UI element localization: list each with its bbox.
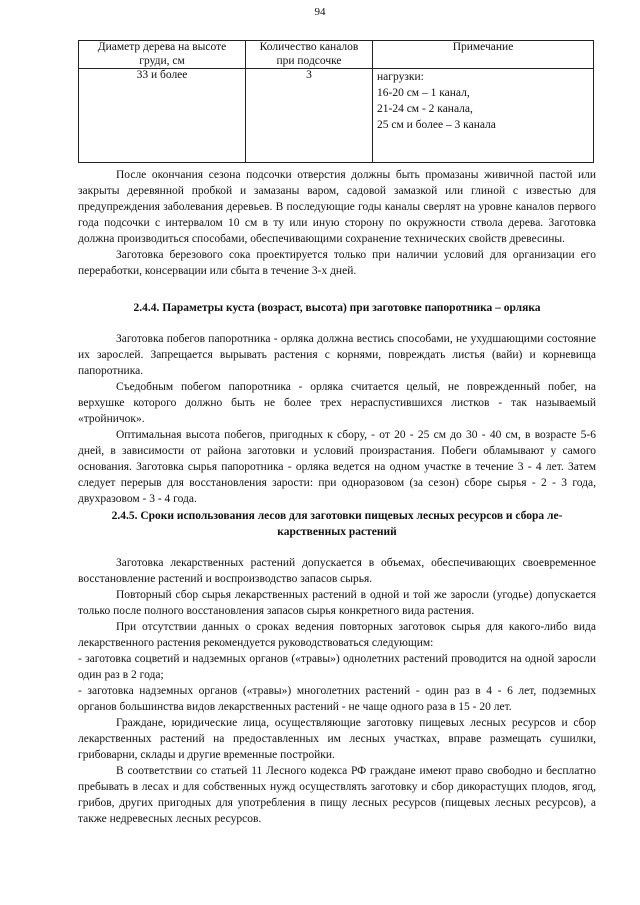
section3-body — [78, 555, 596, 827]
heading-2-4-4: 2.4.4. Параметры куста (возраст, высота) при заготовке папоротника – орляка — [133, 302, 541, 314]
heading-line: 2.4.5. Сроки использования лесов для заготовки пищевых лесных ресурсов и сбора ле- — [111, 510, 563, 522]
header-note: Примечание — [373, 41, 594, 69]
note-line: 25 см и более – 3 канала — [377, 119, 496, 131]
paragraph: Съедобным побегом папоротника - орляка считается целый, не поврежденный побег, на верхушке которого должно быть не более трех нераспустившихся листков - так называемый «тройничок». — [78, 381, 596, 425]
cell-diameter: 33 и более — [79, 69, 246, 163]
paragraph: Граждане, юридические лица, осуществляющие заготовку пищевых лесных ресурсов и сбор лекарственных растений на предоставленных им лесных участках, вправе размещать сушилки, грибоварни, склады и другие временные постройки. — [78, 717, 596, 761]
note-line: нагрузки: — [377, 71, 424, 83]
paragraph: Заготовка лекарственных растений допускается в объемах, обеспечивающих своевременное восстановление растений и воспроизводство запасов сырья. — [78, 557, 596, 585]
table-row — [79, 69, 594, 163]
paragraph: Заготовка березового сока проектируется только при наличии условий для организации его переработки, консервации или сбыта в течение 3-х дней. — [78, 249, 596, 277]
heading-line: карственных растений — [277, 526, 397, 538]
section2-body — [78, 331, 596, 507]
paragraph: При отсутствии данных о сроках ведения повторных заготовок сырья для какого-либо вида лекарственного растения рекомендуется руководствоваться следующим: — [78, 621, 596, 649]
paragraph: Заготовка побегов папоротника - орляка должна вестись способами, не ухудшающими состояние их зарослей. Запрещается вырывать растения с корнями, повреждать листья (вайи) и корневища папоротника. — [78, 333, 596, 377]
paragraph: В соответствии со статьей 11 Лесного кодекса РФ граждане имеют право свободно и бесплатно пребывать в лесах и для собственных нужд осуществлять заготовку и сбор дикорастущих плодов, ягод, грибов, других пригодных для употребления в пищу лесных ресурсов (пищевых лесных ресурсов), а также недревесных лесных ресурсов. — [78, 765, 596, 825]
paragraph: Оптимальная высота побегов, пригодных к сбору, - от 20 - 25 см до 30 - 40 см, в возрасте 5-6 дней, в зависимости от района заготовки и условий произрастания. Побеги обламывают у самого основания. Заготовка сырья папоротника - орляка ведется на одном участке в течение 3 - 4 лет. Затем следует перерыв для восстановления зарости: при одноразовом (за сезон) сборе сырья - 2 - 3 года, двухразовом - 3 - 4 года. — [78, 429, 596, 505]
cell-note — [373, 69, 594, 163]
paragraph: После окончания сезона подсочки отверстия должны быть промазаны живичной пастой или закрыты деревянной пробкой и замазаны варом, садовой замазкой или глиной с известью для предупреждения заболевания деревьев. В последующие годы каналы сверлят на уровне каналов первого года подсочки с интервалом 10 см в ту или иную сторону по окружности ствола дерева. Заготовка должна производиться способами, обеспечивающими сохранение технических свойств древесины. — [78, 169, 596, 245]
table-header-row — [79, 41, 594, 69]
list-item: - заготовка соцветий и надземных органов («травы») однолетних растений проводится на одной заросли один раз в 2 года; — [78, 653, 596, 681]
list-item: - заготовка надземных органов («травы») многолетних растений - один раз в 4 - 6 лет, подземных органов большинства видов лекарственных растений - не чаще одного раза в 15 - 20 лет. — [78, 685, 596, 713]
header-diameter: Диаметр дерева на высоте груди, см — [79, 41, 246, 69]
tapping-table — [78, 40, 594, 163]
note-line: 16-20 см – 1 канал, — [377, 87, 470, 99]
section1-body — [78, 167, 596, 279]
cell-channels: 3 — [246, 69, 373, 163]
paragraph: Повторный сбор сырья лекарственных растений в одной и той же заросли (угодье) допускается только после полного восстановления запасов сырья конкретного вида растения. — [78, 589, 596, 617]
header-channels: Количество каналов при подсочке — [246, 41, 373, 69]
heading-2-4-5 — [78, 508, 596, 540]
note-line: 21-24 см - 2 канала, — [377, 103, 473, 115]
page-number: 94 — [314, 6, 326, 18]
